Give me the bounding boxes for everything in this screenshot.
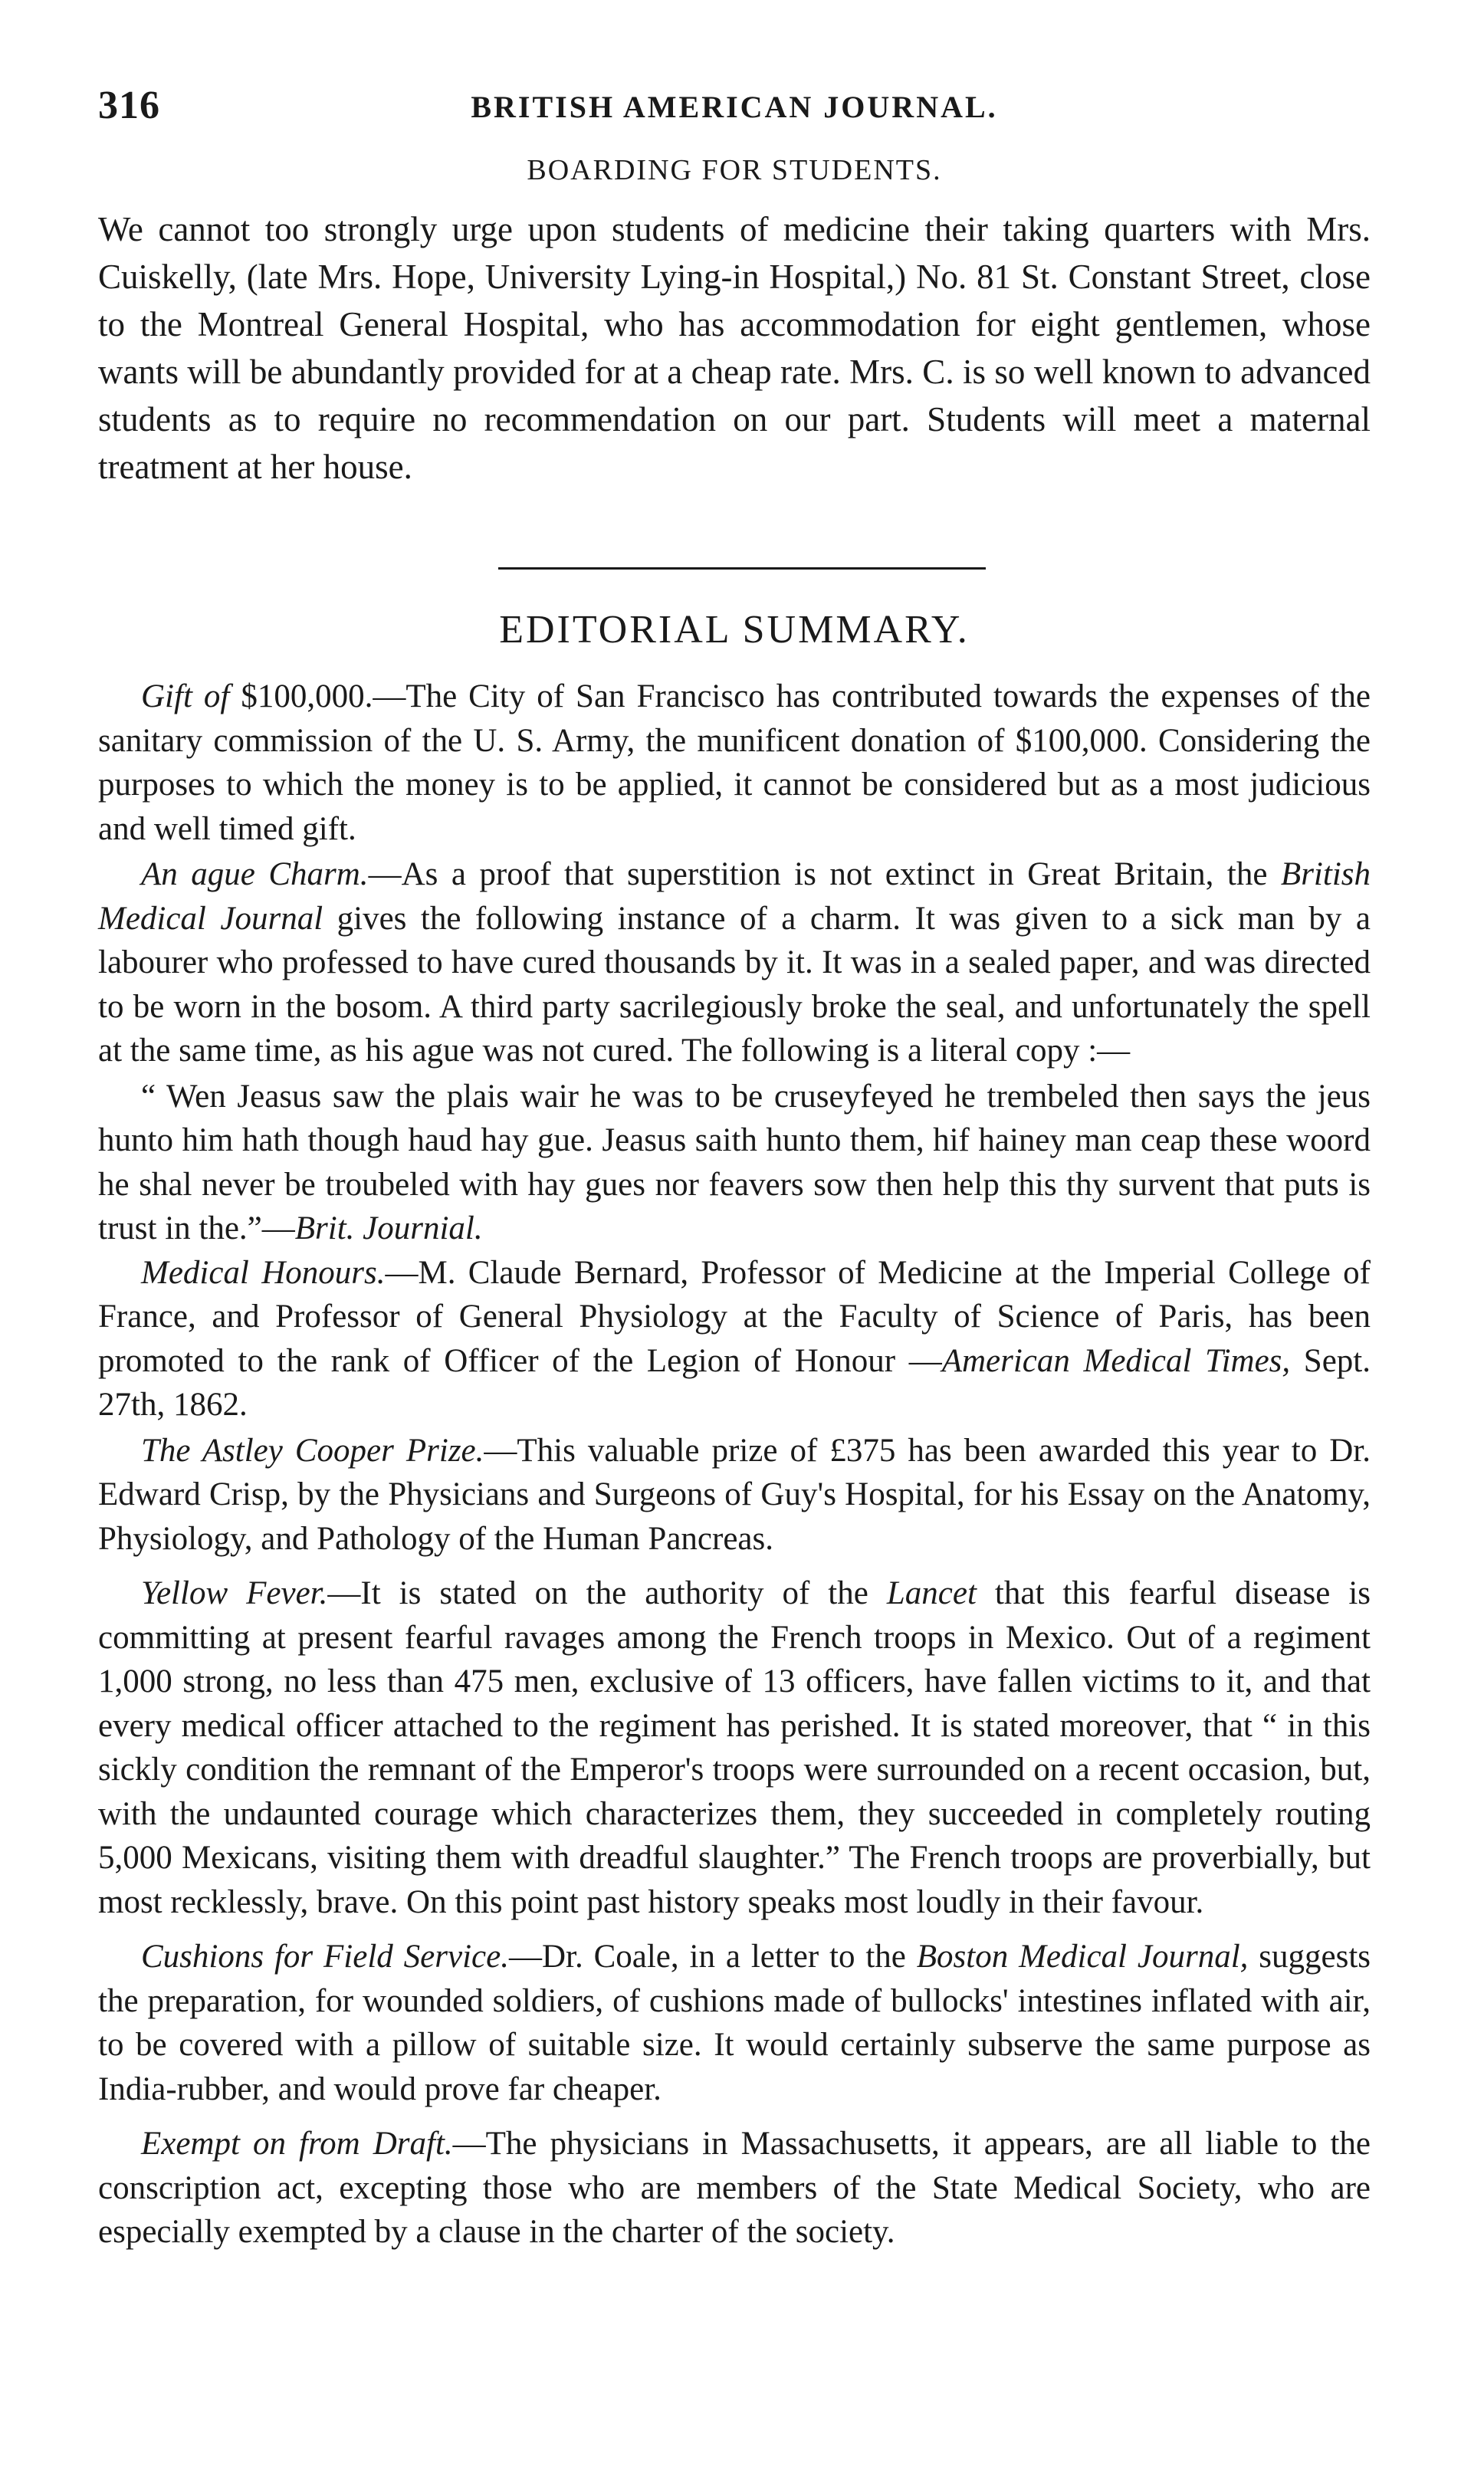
summary-item-medical-honours (98, 1251, 1371, 1427)
editorial-summary (98, 675, 1371, 2256)
journal-title: British Medical Journal (98, 856, 1371, 937)
summary-item-cushions (98, 1935, 1371, 2111)
item-heading: Exempt on from Draft. (141, 2126, 453, 2162)
page-header (98, 83, 1371, 129)
item-source: American Medical Times, (941, 1342, 1291, 1379)
boarding-notice-text: We cannot too strongly urge upon students of medicine their taking quarters with Mrs. Cuiskelly, (late Mrs. Hope, University Lying-in Hospital,) No. 81 St. Constant Street, close to the Montreal General Hospital, who has accommodation for eight gentlemen, whose wants will be abundantly provided for at a cheap rate. Mrs. C. is so well known to advanced students as to require no recommendation on our part. Students will meet a maternal treatment at her house. (98, 210, 1371, 486)
item-text: that this fearful disease is committing at present fearful ravages among the French troops in Mexico. Out of a regiment 1,000 strong, no less than 475 men, exclusive of 13 officers, have fallen victims to it, and that every medical officer attached to the regiment has perished. It is stated moreover, that “ in this sickly condition the remnant of the Emperor's troops were surrounded on a recent occasion, but, with the undaunted courage which characterizes them, they succeeded in completely routing 5,000 Mexicans, visiting them with dreadful slaughter.” The French troops are proverbially, but most recklessly, brave. On this point past history speaks most loudly in their favour. (98, 1575, 1371, 1920)
item-text: —Dr. Coale, in a letter to the (508, 1939, 917, 1975)
summary-item-yellow-fever (98, 1571, 1371, 1924)
item-date: Sept. 27th, 1862. (98, 1342, 1371, 1423)
boarding-section-title: BOARDING FOR STUDENTS. (527, 154, 942, 186)
item-heading: Medical Honours. (141, 1254, 386, 1291)
section-divider (498, 567, 986, 570)
summary-item-astley-cooper-prize (98, 1429, 1371, 1561)
quote-text: “ Wen Jeasus saw the plais wair he was to be cruseyfeyed he trembeled then says the jeus hunto him hath though haud hay gue. Jeasus saith hunto them, hif hainey man ceap these woord he shal never be troubeled with hay gues nor feavers sow then help this thy survent that puts is trust in the.”— (98, 1078, 1371, 1246)
item-heading: Yellow Fever. (141, 1575, 328, 1611)
item-heading: Gift of (141, 678, 230, 714)
item-heading: The Astley Cooper Prize. (141, 1432, 484, 1469)
editorial-summary-title: EDITORIAL SUMMARY. (499, 608, 970, 652)
item-text: —The physicians in Massachusetts, it appears, are all liable to the conscription act, excepting those who are members of the State Medical Society, who are especially exempted by a clause in the charter of the society. (98, 2126, 1371, 2250)
running-head: BRITISH AMERICAN JOURNAL. (471, 90, 998, 124)
item-heading: An ague Charm. (141, 856, 369, 892)
item-text: —As a proof that superstition is not extinct in Great Britain, the (368, 856, 1281, 892)
item-text: suggests the preparation, for wounded soldiers, of cushions made of bullocks' intestines inflated with air, to be covered with a pillow of suitable size. It would certainly subserve the same purpose as India-rubber, and would prove far cheaper. (98, 1939, 1371, 2107)
item-text: —It is stated on the authority of the (327, 1575, 887, 1611)
journal-title: Lancet (886, 1575, 977, 1611)
item-heading: Cushions for Field Service. (141, 1939, 509, 1975)
journal-title: Boston Medical Journal, (916, 1939, 1249, 1975)
summary-item-exemption (98, 2122, 1371, 2254)
summary-item-gift (98, 675, 1371, 851)
item-text: gives the following instance of a charm. It was given to a sick man by a labourer who professed to have cured thousands by it. It was in a sealed paper, and was directed to be worn in the bosom. A third party sacrilegiously broke the seal, and unfortunately the spell at the same time, as his ague was not cured. The following is a literal copy :— (98, 900, 1371, 1069)
page-number: 316 (98, 84, 160, 127)
item-text: $100,000.—The City of San Francisco has contributed towards the expenses of the sanitary commission of the U. S. Army, the munificent donation of $100,000. Considering the purposes to which the money is to be applied, it cannot be considered but as a most judicious and well timed gift. (98, 678, 1371, 847)
quote-source: Brit. Journial. (294, 1210, 483, 1246)
item-text: —This valuable prize of £375 has been awarded this year to Dr. Edward Crisp, by the Physicians and Surgeons of Guy's Hospital, for his Essay on the Anatomy, Physiology, and Pathology of the Human Pancreas. (98, 1432, 1371, 1557)
charm-quote (98, 1075, 1371, 1251)
summary-item-ague-charm (98, 852, 1371, 1073)
item-text: —M. Claude Bernard, Professor of Medicine at the Imperial College of France, and Professor of General Physiology at the Faculty of Science of Paris, has been promoted to the rank of Officer of the Legion of Honour — (98, 1254, 1371, 1379)
